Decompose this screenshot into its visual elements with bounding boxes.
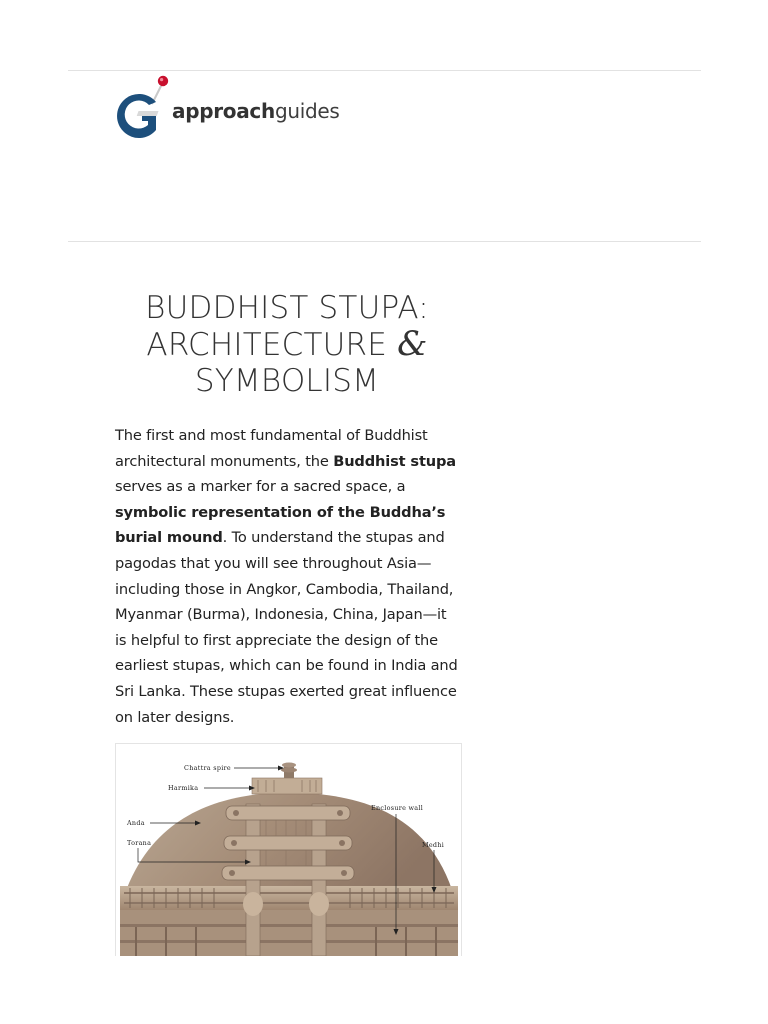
intro-paragraph: The first and most fundamental of Buddhist architectural monuments, the Buddhist stupa serves as a marker for a sacred space, a symbolic representation of the Buddha’s burial mound. To understand the stupas and pagodas that you will see throughout Asia—including those in Angkor, Cambodia, Thailand, Myanmar (Burma), Indonesia, China, Japan—it is helpful to first appreciate the design of the earliest stupas, which can be found in India and Sri Lanka. These stupas exerted great influence on later designs. [115,427,458,726]
stupa-diagram [116,744,461,956]
label-chattra-spire: Chattra spire [184,764,231,772]
bold-buddhist-stupa: Buddhist stupa [333,452,457,470]
header-top-divider [68,70,701,71]
label-enclosure-wall: Enclosure wall [371,804,424,812]
bold-symbolic-representation: symbolic representation of the Buddha’s burial mound [115,503,446,547]
approachguides-logo[interactable] [116,74,340,138]
label-medhi: Medhi [422,841,445,849]
stupa-diagram-image [115,743,462,956]
header-bottom-divider [68,241,701,242]
title-line-2: ARCHITECTURE [146,327,388,363]
title-ampersand: & [397,324,428,364]
label-harmika: Harmika [168,784,199,792]
label-torana: Torana [127,839,152,847]
article-title [112,290,462,399]
label-anda: Anda [127,819,145,827]
title-line-1: BUDDHIST STUPA: [145,290,429,326]
logo-wordmark: approachguides [172,99,340,123]
logo-mark-icon [116,74,174,138]
title-line-3: SYMBOLISM [194,363,380,399]
